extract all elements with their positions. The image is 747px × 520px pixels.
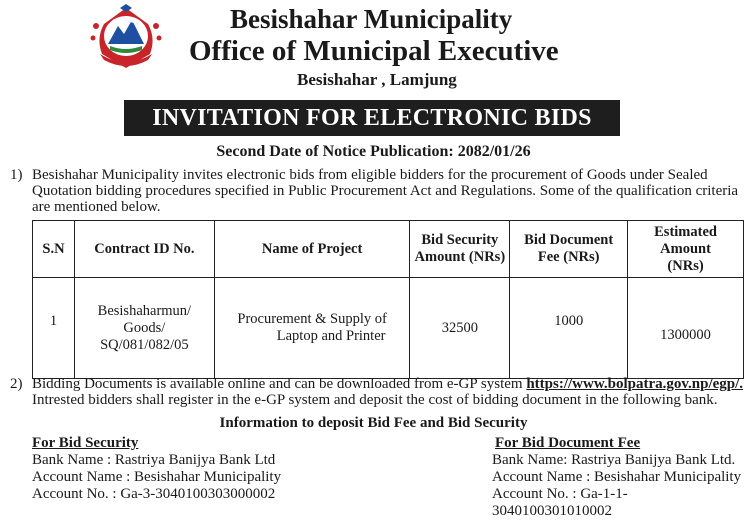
header-line: Amount (NRs) <box>414 249 506 265</box>
cell-sn: 1 <box>33 278 75 379</box>
item-1-line: Quotation bidding procedures specified in Public Procurement Act and Regulations. Some of the qualification criteria <box>32 183 739 199</box>
header-estimated-amount <box>628 221 744 278</box>
bid-fee-account-name: Account Name : Besishahar Municipality <box>492 469 742 485</box>
item-1-number: 1) <box>10 167 23 183</box>
bid-fee-block <box>492 435 747 520</box>
bid-security-bank: Bank Name : Rastriya Banijya Bank Ltd <box>32 452 276 468</box>
cell-estimated-amount: 1300000 <box>628 278 744 379</box>
cell-bid-security: 32500 <box>410 278 510 379</box>
header-line: Fee (NRs) <box>537 249 600 265</box>
header-sn: S.N <box>33 221 75 278</box>
bid-fee-heading: For Bid Document Fee <box>495 435 641 451</box>
invitation-banner: INVITATION FOR ELECTRONIC BIDS <box>124 100 620 136</box>
header-project-name: Name of Project <box>214 221 410 278</box>
header-line: (NRs) <box>667 257 704 274</box>
bid-fee-bank: Bank Name: Rastriya Banijya Bank Ltd. <box>492 452 736 468</box>
table-header-row <box>33 221 744 278</box>
notice-date: Second Date of Notice Publication: 2082/01/26 <box>216 143 531 160</box>
item-1-line: are mentioned below. <box>32 199 161 215</box>
municipality-title: Besishahar Municipality <box>230 4 513 34</box>
item-2-line-1 <box>32 376 744 392</box>
item-1-line: Besishahar Municipality invites electronic bids from eligible bidders for the procurement of Goods under Sealed <box>32 167 708 183</box>
cell-line: Laptop and Printer <box>276 328 386 344</box>
header-line: Amount <box>660 240 711 257</box>
item-2-number: 2) <box>10 376 23 392</box>
header-line: Estimated <box>654 223 717 240</box>
cell-line: Besishaharmun/ <box>97 302 192 319</box>
cell-project-name <box>214 278 410 379</box>
office-title: Office of Municipal Executive <box>189 35 559 67</box>
address: Besishahar , Lamjung <box>297 70 457 89</box>
item-2-text-pre: Bidding Documents is available online and can be downloaded from e-GP system <box>32 376 523 392</box>
cell-line: SQ/081/082/05 <box>100 336 189 353</box>
header-bid-security <box>410 221 510 278</box>
header-bid-fee <box>510 221 628 278</box>
cell-contract-id <box>74 278 214 379</box>
bid-table <box>32 220 744 379</box>
cell-bid-fee: 1000 <box>510 278 628 379</box>
bid-security-account-no: Account No. : Ga-3-3040100303000002 <box>32 486 276 502</box>
bid-security-block <box>32 435 281 503</box>
table-row <box>33 278 744 379</box>
header-contract-id: Contract ID No. <box>74 221 214 278</box>
bid-security-heading: For Bid Security <box>32 435 139 451</box>
nepal-emblem-icon <box>86 4 166 72</box>
cell-line: Goods/ <box>123 319 166 336</box>
header-line: Bid Document <box>524 232 614 248</box>
item-1-text <box>32 167 744 215</box>
egp-link[interactable]: https://www.bolpatra.gov.np/egp/. <box>526 376 744 392</box>
header-line: Bid Security <box>421 232 499 248</box>
cell-line: Procurement & Supply of <box>237 311 387 327</box>
bid-security-account-name: Account Name : Besishahar Municipality <box>32 469 282 485</box>
bid-fee-account-no: Account No. : Ga-1-1-3040100301010002 <box>492 486 628 519</box>
item-2-text <box>32 376 744 408</box>
item-2-line-2: Intrested bidders shall register in the e-GP system and deposit the cost of bidding document in the following bank. <box>32 392 718 408</box>
deposit-heading: Information to deposit Bid Fee and Bid Security <box>219 415 528 431</box>
